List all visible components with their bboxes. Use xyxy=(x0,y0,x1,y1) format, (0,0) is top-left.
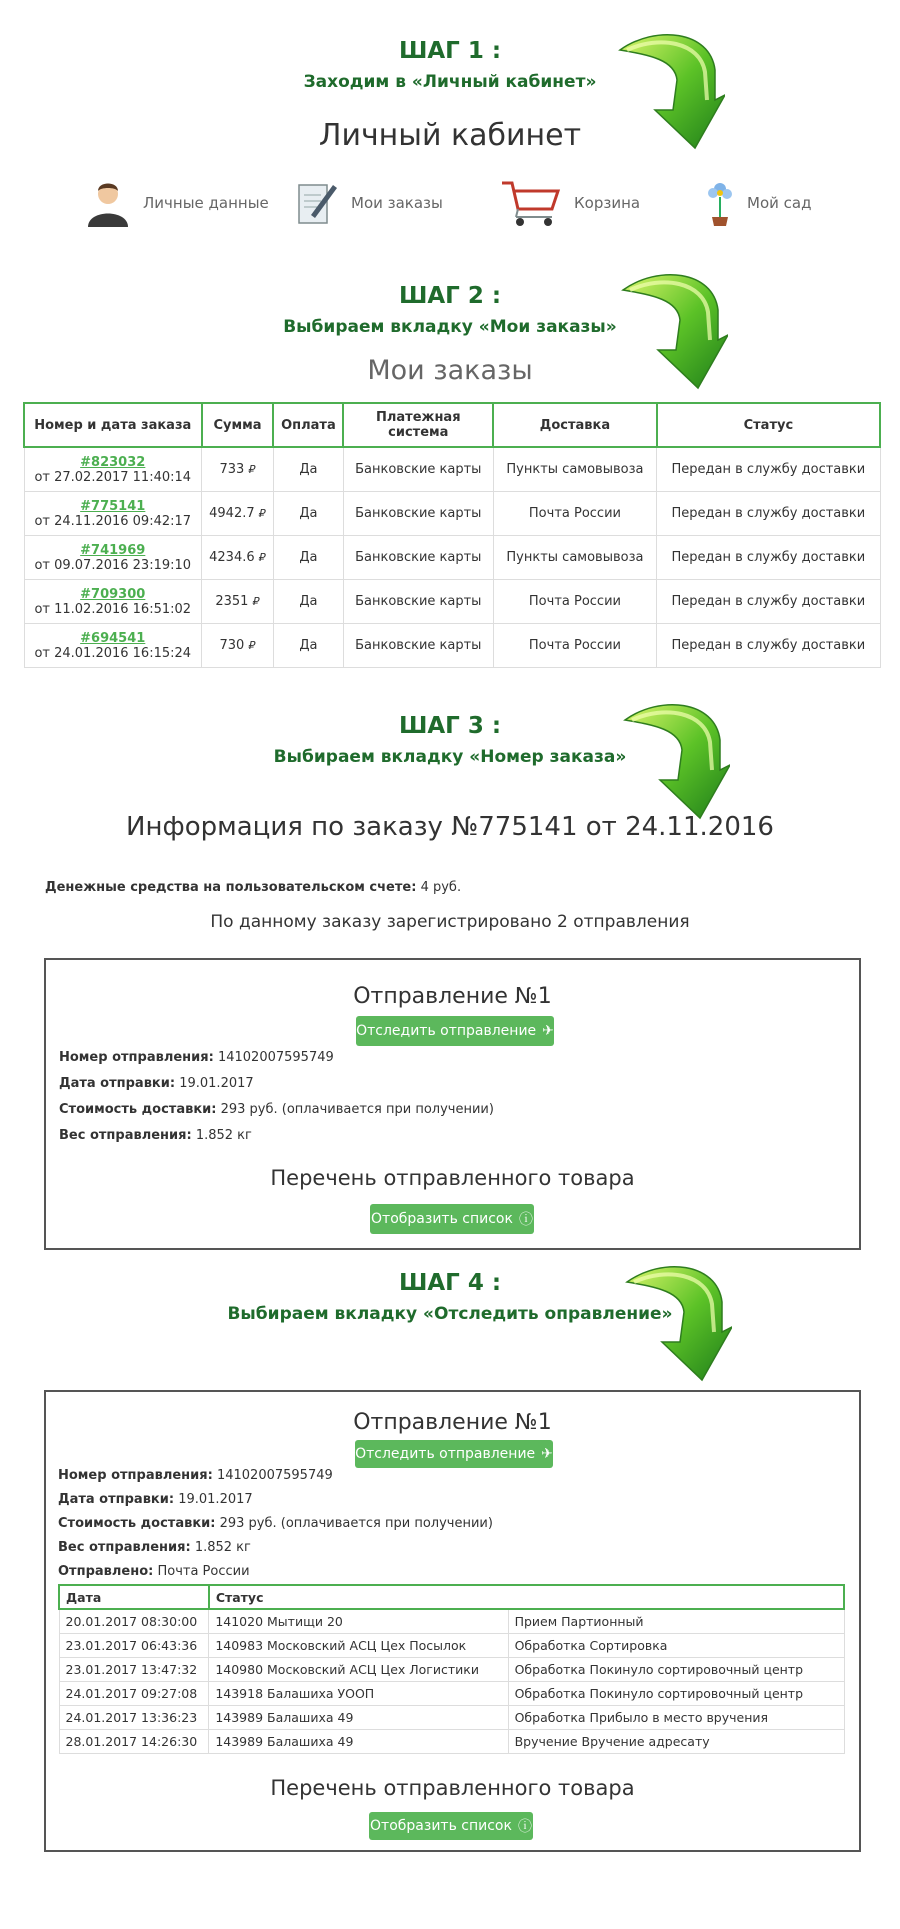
track-button-label: Отследить отправление xyxy=(356,1023,537,1039)
kv-label: Номер отправления: xyxy=(59,1050,214,1065)
user-icon xyxy=(85,179,131,227)
step2-subtitle: Выбираем вкладку «Мои заказы» xyxy=(283,317,617,337)
col-delivery: Доставка xyxy=(493,403,657,447)
table-row xyxy=(59,1658,844,1682)
shipments-note: По данному заказу зарегистрировано 2 отправления xyxy=(210,912,690,932)
cabinet-heading: Личный кабинет xyxy=(318,118,582,153)
orders-heading: Мои заказы xyxy=(367,355,533,386)
order-link[interactable]: #775141 xyxy=(80,498,146,514)
step1-title-block xyxy=(0,38,900,92)
track-status: Обработка Покинуло сортировочный центр xyxy=(508,1658,844,1682)
kv-value: 19.01.2017 xyxy=(178,1492,253,1507)
order-delivery: Почта России xyxy=(493,492,657,536)
order-delivery: Почта России xyxy=(493,624,657,668)
shipment-cost xyxy=(58,1516,493,1531)
nav-cart[interactable] xyxy=(500,178,640,228)
plane-icon: ✈ xyxy=(541,1446,553,1462)
order-delivery: Почта России xyxy=(493,580,657,624)
order-date: от 24.11.2016 09:42:17 xyxy=(34,513,192,529)
kv-label: Номер отправления: xyxy=(58,1468,213,1483)
shipment-box-step4 xyxy=(44,1390,861,1852)
orders-table xyxy=(23,402,881,668)
kv-value: 293 руб. (оплачивается при получении) xyxy=(219,1516,493,1531)
table-row xyxy=(24,447,880,492)
cart-icon xyxy=(500,179,562,227)
order-paid: Да xyxy=(273,580,343,624)
tracking-header-row xyxy=(59,1585,844,1609)
nav-my-orders[interactable] xyxy=(293,178,443,228)
order-payment: Банковские карты xyxy=(343,536,493,580)
nav-label: Мои заказы xyxy=(351,194,443,212)
step4-arrow-icon xyxy=(622,1262,732,1382)
balance-line xyxy=(45,880,461,895)
document-pen-icon xyxy=(293,179,339,227)
track-date: 28.01.2017 14:26:30 xyxy=(59,1730,209,1754)
track-date: 24.01.2017 09:27:08 xyxy=(59,1682,209,1706)
items-list-title: Перечень отправленного товара xyxy=(270,1776,635,1800)
col-status: Статус xyxy=(209,1585,844,1609)
order-sum: 4234.6 xyxy=(209,550,255,565)
shipment-date xyxy=(58,1492,253,1507)
balance-label: Денежные средства на пользовательском счете: xyxy=(45,880,417,895)
nav-label: Мой сад xyxy=(747,194,812,212)
tracking-table xyxy=(58,1584,845,1754)
col-status: Статус xyxy=(657,403,880,447)
balance-value: 4 руб. xyxy=(420,880,462,895)
track-button-label: Отследить отправление xyxy=(355,1446,536,1462)
shipment-cost xyxy=(59,1102,494,1117)
track-place: 140983 Московский АСЦ Цех Посылок xyxy=(209,1634,508,1658)
currency: ₽ xyxy=(252,595,260,608)
kv-value: 19.01.2017 xyxy=(179,1076,254,1091)
shipment-number xyxy=(59,1050,334,1065)
shipment-date xyxy=(59,1076,254,1091)
currency: ₽ xyxy=(258,507,266,520)
order-sum: 730 xyxy=(219,638,245,653)
table-row xyxy=(24,624,880,668)
table-row xyxy=(24,492,880,536)
order-payment: Банковские карты xyxy=(343,624,493,668)
order-delivery: Пункты самовывоза xyxy=(493,536,657,580)
step4-title-block xyxy=(0,1270,900,1324)
track-place: 143918 Балашиха УООП xyxy=(209,1682,508,1706)
kv-value: 293 руб. (оплачивается при получении) xyxy=(220,1102,494,1117)
kv-value: 14102007595749 xyxy=(217,1050,334,1065)
order-link[interactable]: #823032 xyxy=(80,454,146,470)
track-status: Вручение Вручение адресату xyxy=(508,1730,844,1754)
orders-header-row xyxy=(24,403,880,447)
order-status: Передан в службу доставки xyxy=(657,580,880,624)
order-sum: 4942.7 xyxy=(209,506,255,521)
items-list-title: Перечень отправленного товара xyxy=(270,1166,635,1190)
track-status: Прием Партионный xyxy=(508,1609,844,1634)
table-row xyxy=(24,536,880,580)
col-paid: Оплата xyxy=(273,403,343,447)
plane-icon: ✈ xyxy=(542,1023,554,1039)
track-place: 141020 Мытищи 20 xyxy=(209,1609,508,1634)
order-paid: Да xyxy=(273,447,343,492)
order-date: от 09.07.2016 23:19:10 xyxy=(34,557,192,573)
col-payment: Платежная система xyxy=(343,403,493,447)
order-paid: Да xyxy=(273,536,343,580)
shipment-weight xyxy=(58,1540,251,1555)
currency: ₽ xyxy=(248,463,256,476)
table-row xyxy=(59,1706,844,1730)
step3-title: ШАГ 3 : xyxy=(398,713,502,739)
table-row xyxy=(59,1730,844,1754)
track-date: 23.01.2017 06:43:36 xyxy=(59,1634,209,1658)
order-sum: 2351 xyxy=(215,594,249,609)
currency: ₽ xyxy=(248,639,256,652)
order-status: Передан в службу доставки xyxy=(657,492,880,536)
shipment-box-step3 xyxy=(44,958,861,1250)
col-date: Дата xyxy=(59,1585,209,1609)
order-sum: 733 xyxy=(219,462,245,477)
track-place: 143989 Балашиха 49 xyxy=(209,1706,508,1730)
table-row xyxy=(24,580,880,624)
table-row xyxy=(59,1609,844,1634)
nav-my-garden[interactable] xyxy=(705,178,811,228)
order-status: Передан в службу доставки xyxy=(657,624,880,668)
track-date: 20.01.2017 08:30:00 xyxy=(59,1609,209,1634)
track-shipment-button[interactable] xyxy=(356,1016,554,1046)
cabinet-nav xyxy=(0,178,900,228)
step2-title-block xyxy=(0,283,900,337)
flower-icon xyxy=(705,179,735,227)
track-status: Обработка Покинуло сортировочный центр xyxy=(508,1682,844,1706)
kv-label: Стоимость доставки: xyxy=(58,1516,216,1531)
shipment-weight xyxy=(59,1128,252,1143)
order-payment: Банковские карты xyxy=(343,492,493,536)
kv-value: 1.852 кг xyxy=(194,1540,251,1555)
order-link[interactable]: #709300 xyxy=(80,586,146,602)
order-date: от 27.02.2017 11:40:14 xyxy=(34,469,192,485)
step4-subtitle: Выбираем вкладку «Отследить оправление» xyxy=(227,1304,673,1324)
table-row xyxy=(59,1634,844,1658)
order-link[interactable]: #694541 xyxy=(80,630,146,646)
show-list-label: Отобразить список xyxy=(370,1818,512,1834)
step1-subtitle: Заходим в «Личный кабинет» xyxy=(303,72,597,92)
step4-title: ШАГ 4 : xyxy=(398,1270,502,1296)
col-sum: Сумма xyxy=(202,403,274,447)
shipment-title: Отправление №1 xyxy=(353,1410,552,1435)
info-icon: ⓘ xyxy=(518,1212,533,1228)
kv-label: Дата отправки: xyxy=(59,1076,176,1091)
track-date: 24.01.2017 13:36:23 xyxy=(59,1706,209,1730)
info-icon: ⓘ xyxy=(517,1819,532,1835)
nav-label: Корзина xyxy=(574,194,641,212)
kv-label: Вес отправления: xyxy=(59,1128,192,1143)
step1-title: ШАГ 1 : xyxy=(398,38,502,64)
step2-title: ШАГ 2 : xyxy=(398,283,502,309)
order-status: Передан в службу доставки xyxy=(657,447,880,492)
track-place: 140980 Московский АСЦ Цех Логистики xyxy=(209,1658,508,1682)
step3-subtitle: Выбираем вкладку «Номер заказа» xyxy=(273,747,627,767)
kv-label: Стоимость доставки: xyxy=(59,1102,217,1117)
show-list-label: Отобразить список xyxy=(371,1211,513,1227)
order-date: от 11.02.2016 16:51:02 xyxy=(34,601,192,617)
order-date: от 24.01.2016 16:15:24 xyxy=(34,645,192,661)
kv-value: 1.852 кг xyxy=(195,1128,252,1143)
step3-title-block xyxy=(0,713,900,767)
order-paid: Да xyxy=(273,624,343,668)
kv-value: 14102007595749 xyxy=(216,1468,333,1483)
order-info-heading: Информация по заказу №775141 от 24.11.2016 xyxy=(126,812,774,842)
currency: ₽ xyxy=(258,551,266,564)
order-paid: Да xyxy=(273,492,343,536)
step3-arrow-icon xyxy=(620,700,730,820)
nav-label: Личные данные xyxy=(143,194,269,212)
kv-label: Дата отправки: xyxy=(58,1492,175,1507)
show-list-button[interactable] xyxy=(370,1204,534,1234)
order-delivery: Пункты самовывоза xyxy=(493,447,657,492)
nav-personal-data[interactable] xyxy=(85,178,269,228)
kv-value: Почта России xyxy=(157,1564,250,1579)
show-list-button[interactable] xyxy=(369,1812,533,1840)
track-shipment-button[interactable] xyxy=(355,1440,553,1468)
order-link[interactable]: #741969 xyxy=(80,542,146,558)
order-status: Передан в службу доставки xyxy=(657,536,880,580)
kv-label: Отправлено: xyxy=(58,1564,154,1579)
shipment-number xyxy=(58,1468,333,1483)
track-status: Обработка Сортировка xyxy=(508,1634,844,1658)
shipment-title: Отправление №1 xyxy=(353,984,552,1009)
track-date: 23.01.2017 13:47:32 xyxy=(59,1658,209,1682)
shipment-sent-by xyxy=(58,1564,250,1579)
table-row xyxy=(59,1682,844,1706)
order-payment: Банковские карты xyxy=(343,447,493,492)
kv-label: Вес отправления: xyxy=(58,1540,191,1555)
track-place: 143989 Балашиха 49 xyxy=(209,1730,508,1754)
order-payment: Банковские карты xyxy=(343,580,493,624)
track-status: Обработка Прибыло в место вручения xyxy=(508,1706,844,1730)
col-order: Номер и дата заказа xyxy=(24,403,202,447)
